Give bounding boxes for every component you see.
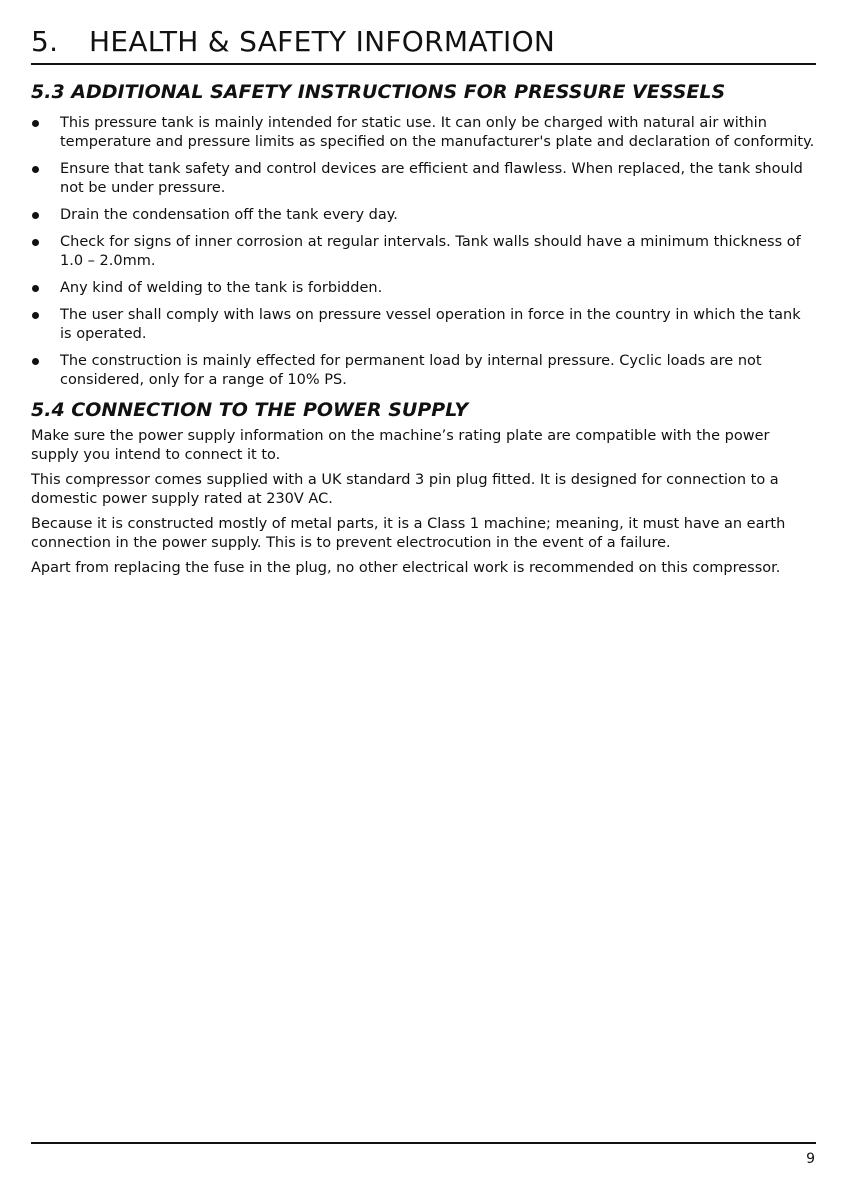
plug-paragraph: This compressor comes supplied with a UK standard 3 pin plug fitted. It is designed for connection to a domestic power supply rated at 230V AC. <box>31 472 779 507</box>
bullet-icon <box>32 312 39 319</box>
list-item-text: The construction is mainly effected for permanent load by internal pressure. Cyclic loads are not considered, only for a range of 10% PS. <box>60 353 762 388</box>
list-item-text: This pressure tank is mainly intended for static use. It can only be charged with natural air within temperature and pressure limits as specified on the manufacturer's plate and declaration of conformity. <box>60 115 815 150</box>
list-item <box>31 306 816 344</box>
list-item <box>31 160 816 198</box>
list-item-text: Check for signs of inner corrosion at regular intervals. Tank walls should have a minimum thickness of 1.0 – 2.0mm. <box>60 234 801 269</box>
chapter-title <box>31 24 555 60</box>
bullet-icon <box>32 285 39 292</box>
list-item-text: Any kind of welding to the tank is forbidden. <box>60 280 383 296</box>
list-item-text: Drain the condensation off the tank every day. <box>60 207 398 223</box>
bullet-icon <box>32 358 39 365</box>
section-heading-5-3: 5.3 ADDITIONAL SAFETY INSTRUCTIONS FOR PRESSURE VESSELS <box>31 81 726 103</box>
list-item <box>31 233 816 271</box>
section-heading-5-4: 5.4 CONNECTION TO THE POWER SUPPLY <box>31 399 469 421</box>
bullet-icon <box>32 212 39 219</box>
bullet-icon <box>32 166 39 173</box>
bullet-icon <box>32 239 39 246</box>
list-item <box>31 206 816 225</box>
footer-divider <box>31 1142 816 1144</box>
title-divider <box>31 63 816 65</box>
list-item-text: The user shall comply with laws on pressure vessel operation in force in the country in which the tank is operated. <box>60 307 801 342</box>
power-supply-paragraph: Make sure the power supply information on the machine’s rating plate are compatible with the power supply you intend to connect it to. <box>31 428 770 463</box>
page-content <box>31 80 816 584</box>
list-item-text: Ensure that tank safety and control devices are efficient and flawless. When replaced, the tank should not be under pressure. <box>60 161 803 196</box>
earth-connection-paragraph: Because it is constructed mostly of metal parts, it is a Class 1 machine; meaning, it must have an earth connection in the power supply. This is to prevent electrocution in the event of a failure. <box>31 516 786 551</box>
list-item <box>31 352 816 390</box>
bullet-icon <box>32 120 39 127</box>
list-item <box>31 114 816 152</box>
electrical-work-paragraph: Apart from replacing the fuse in the plug, no other electrical work is recommended on this compressor. <box>31 560 781 576</box>
page-number: 9 <box>806 1151 815 1167</box>
list-item <box>31 279 816 298</box>
chapter-title-text: HEALTH & SAFETY INFORMATION <box>89 25 556 58</box>
pressure-vessel-instructions-list <box>31 114 816 390</box>
chapter-number: 5. <box>31 25 59 58</box>
